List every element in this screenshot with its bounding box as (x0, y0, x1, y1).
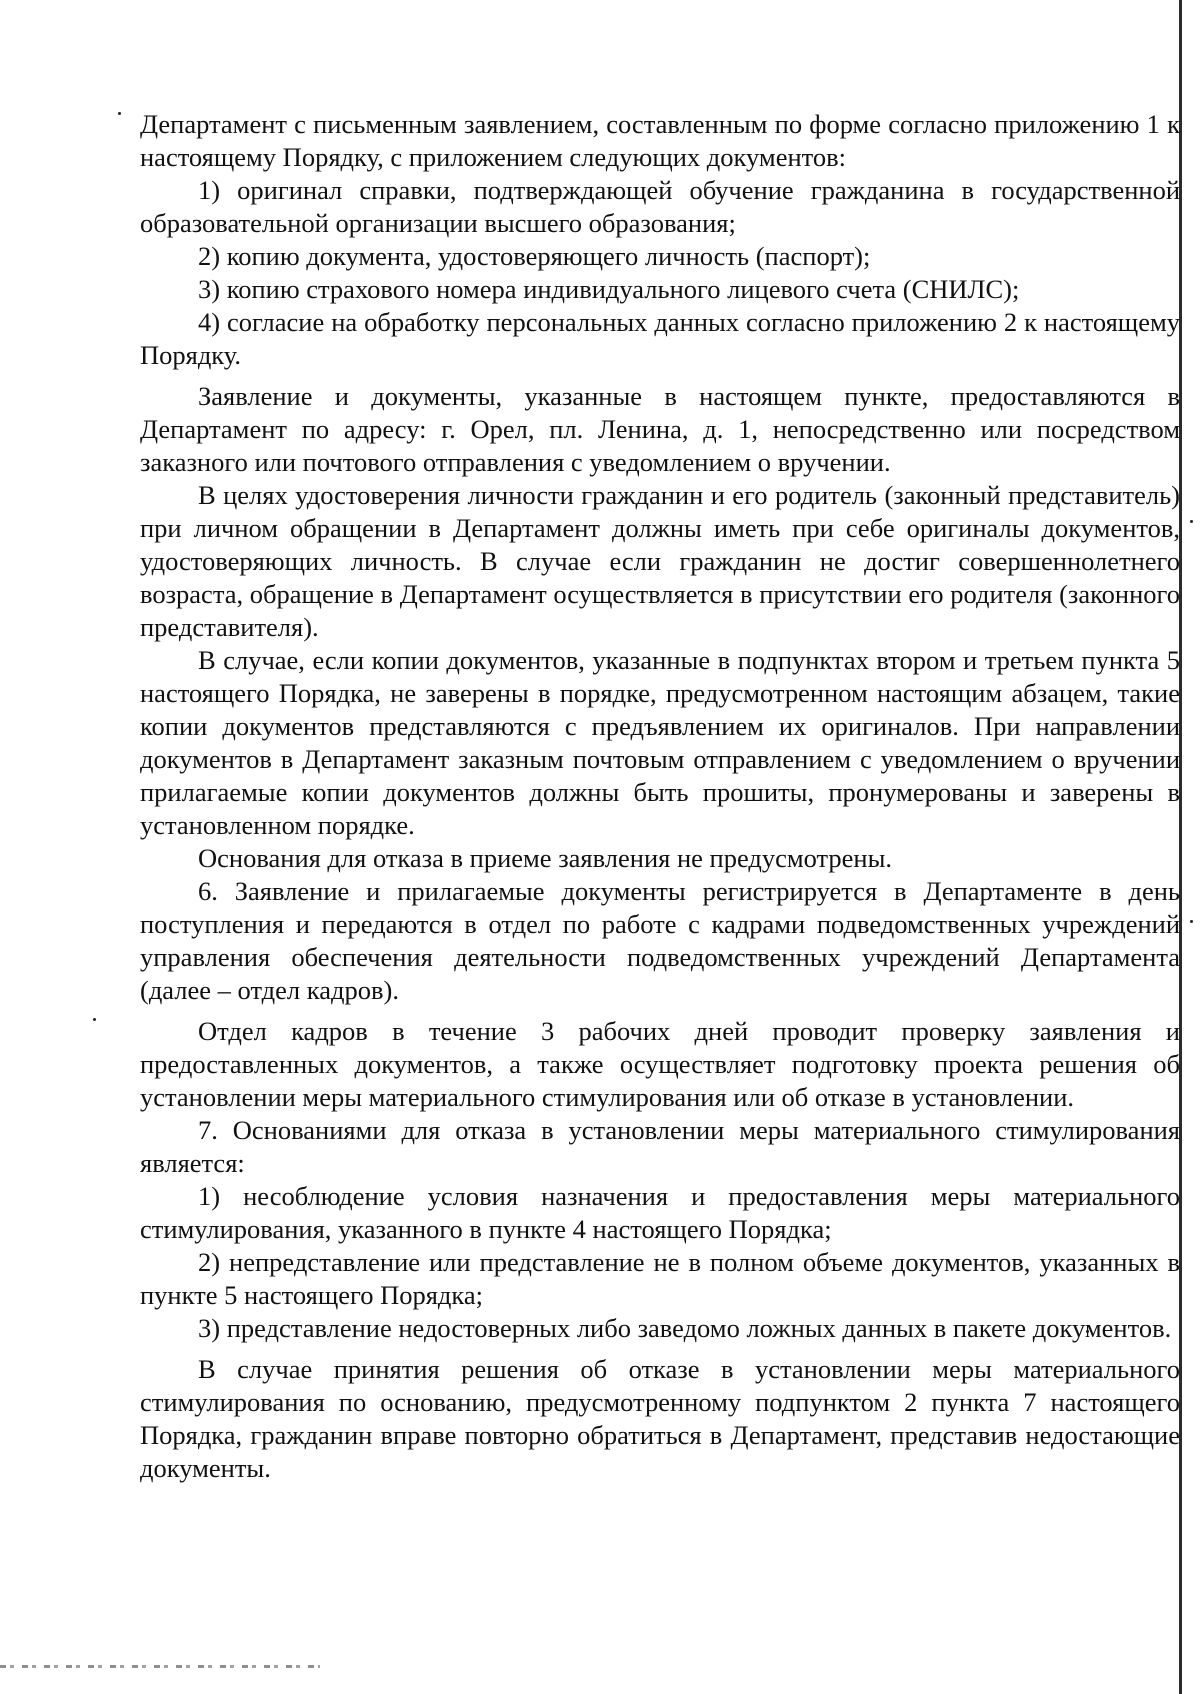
paragraph: В целях удостоверения личности гражданин и его родитель (законный представитель) при личном обращении в Департамент должны иметь при себе оригиналы документов, удостоверяющих личность. В случае если гражданин не достиг совершеннолетнего возраста, обращение в Департамент осуществляется в присутствии его родителя (законного представителя). (140, 480, 1180, 642)
document-body (140, 108, 1180, 1485)
list-item: 4) согласие на обработку персональных данных согласно приложению 2 к настоящему Порядку. (140, 307, 1180, 370)
paragraph: 7. Основаниями для отказа в установлении меры материального стимулирования является: (140, 1115, 1180, 1178)
list-item: 1) оригинал справки, подтверждающей обучение гражданина в государственной образовательной организации высшего образования; (140, 175, 1180, 238)
paragraph: Департамент с письменным заявлением, составленным по форме согласно приложению 1 к настоящему Порядку, с приложением следующих документов: (140, 109, 1180, 172)
list-item: 2) копию документа, удостоверяющего личность (паспорт); (198, 241, 871, 271)
scan-dot (118, 112, 121, 115)
paragraph: 6. Заявление и прилагаемые документы регистрируется в Департаменте в день поступления и передаются в отдел по работе с кадрами подведомственных учреждений управления обеспечения деятельности подведомственных учреждений Департамента (далее – отдел кадров). (140, 876, 1180, 1005)
scan-dot (93, 1018, 96, 1021)
scan-dot (1190, 920, 1193, 923)
scan-dot (1190, 520, 1193, 523)
list-item: 1) несоблюдение условия назначения и предоставления меры материального стимулирования, указанного в пункте 4 настоящего Порядка; (140, 1181, 1180, 1244)
list-item: 2) непредставление или представление не в полном объеме документов, указанных в пункте 5 настоящего Порядка; (140, 1247, 1180, 1310)
paragraph: В случае, если копии документов, указанные в подпунктах втором и третьем пункта 5 настоящего Порядка, не заверены в порядке, предусмотренном настоящим абзацем, такие копии документов представляются с предъявлением их оригиналов. При направлении документов в Департамент заказным почтовым отправлением с уведомлением о вручении прилагаемые копии документов должны быть прошиты, пронумерованы и заверены в установленном порядке. (140, 645, 1180, 840)
paragraph: Отдел кадров в течение 3 рабочих дней проводит проверку заявления и предоставленных документов, а также осуществляет подготовку проекта решения об установлении меры материального стимулирования или об отказе в установлении. (140, 1016, 1180, 1112)
list-item: 3) представление недостоверных либо заведомо ложных данных в пакете документов. (198, 1313, 1172, 1343)
paragraph: Основания для отказа в приеме заявления не предусмотрены. (198, 843, 893, 873)
paragraph: Заявление и документы, указанные в настоящем пункте, предоставляются в Департамент по адресу: г. Орел, пл. Ленина, д. 1, непосредственно или посредством заказного или почтового отправления с уведомлением о вручении. (140, 381, 1180, 477)
scan-noise (0, 1665, 320, 1668)
paragraph: В случае принятия решения об отказе в установлении меры материального стимулирования по основанию, предусмотренному подпунктом 2 пункта 7 настоящего Порядка, гражданин вправе повторно обратиться в Департамент, представив недостающие документы. (140, 1354, 1180, 1483)
list-item: 3) копию страхового номера индивидуального лицевого счета (СНИЛС); (198, 274, 1020, 304)
